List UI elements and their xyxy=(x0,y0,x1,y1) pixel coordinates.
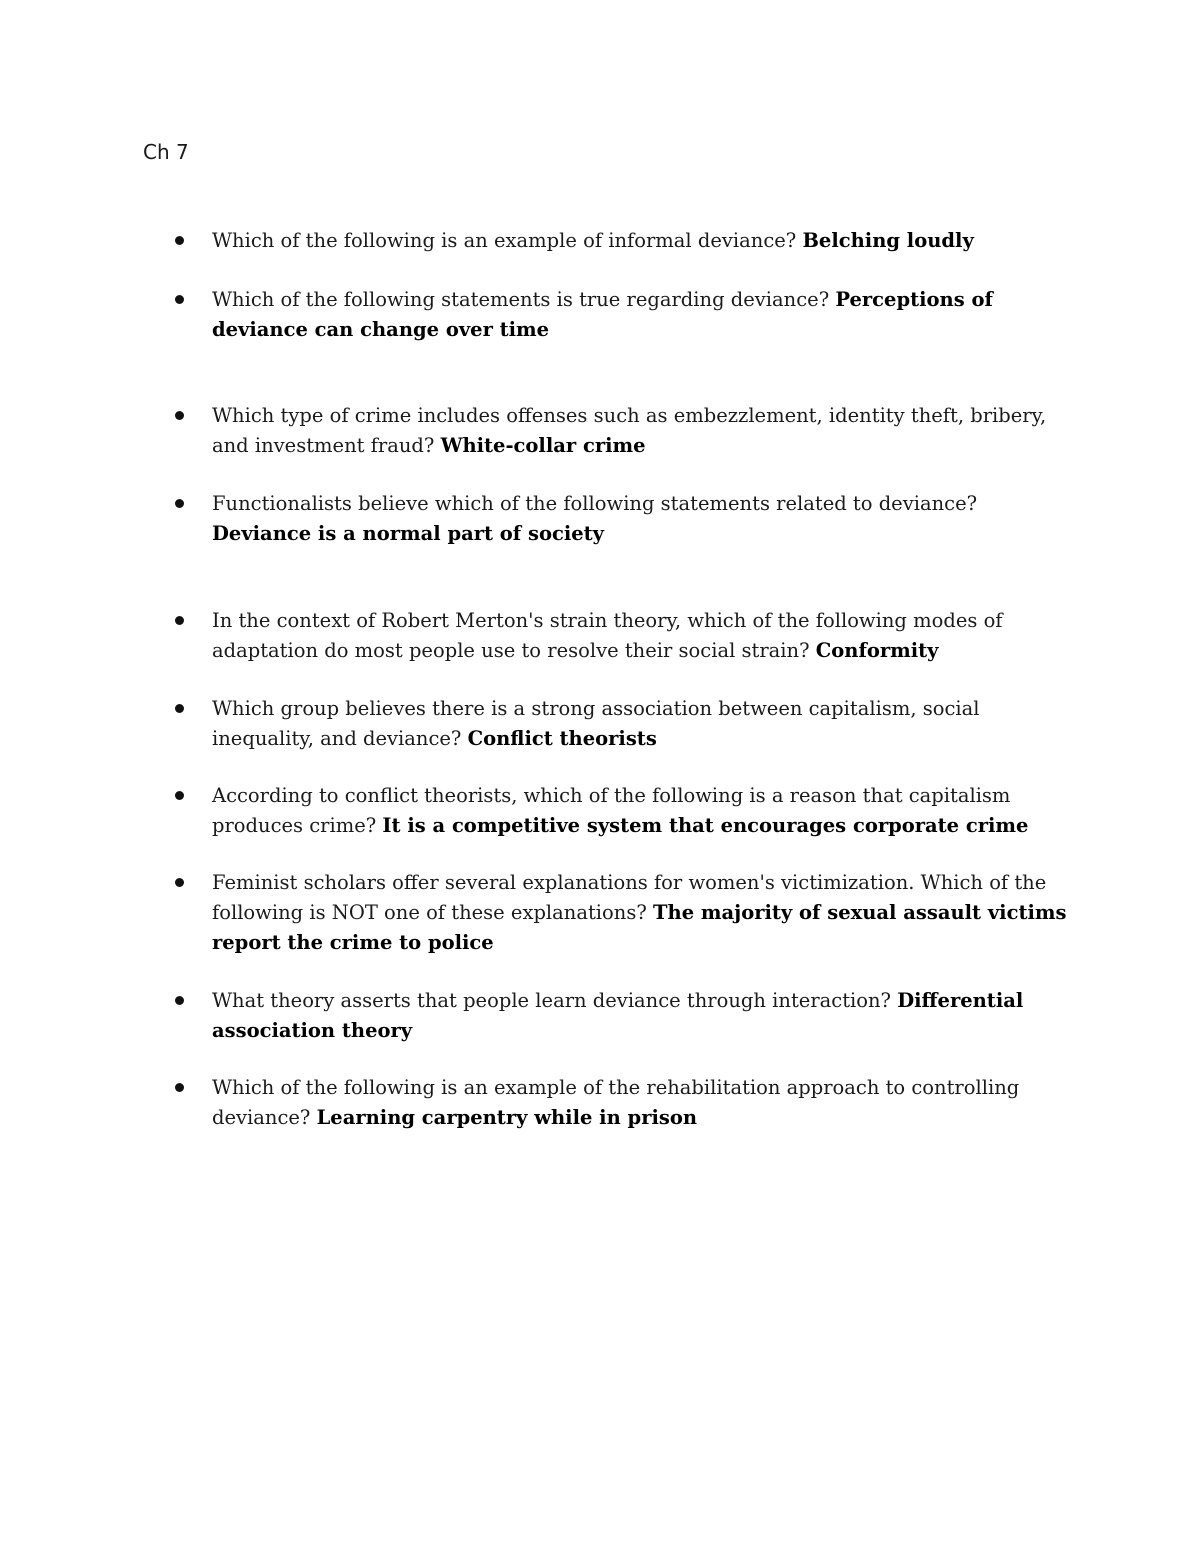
question-text: What theory asserts that people learn deviance through interaction? xyxy=(212,989,892,1012)
answer-text: Perceptions of deviance can change over time xyxy=(212,288,993,341)
bullet-icon xyxy=(175,295,184,304)
bullet-icon xyxy=(175,616,184,625)
question-text: According to conflict theorists, which of the following is a reason that capitalism produces crime? xyxy=(212,784,1011,837)
list-item xyxy=(212,226,1072,256)
list-item xyxy=(212,986,1072,1046)
bullet-icon xyxy=(175,1083,184,1092)
bullet-icon xyxy=(175,236,184,245)
bullet-icon xyxy=(175,704,184,713)
answer-text: Conflict theorists xyxy=(467,727,657,750)
question-text: Which of the following is an example of informal deviance? xyxy=(212,229,797,252)
answer-text: Differential association theory xyxy=(212,989,1024,1042)
answer-text: Deviance is a normal part of society xyxy=(212,522,604,545)
question-text: Which type of crime includes offenses such as embezzlement, identity theft, bribery, and investment fraud? xyxy=(212,404,1047,457)
answer-text: Learning carpentry while in prison xyxy=(316,1106,698,1129)
bullet-icon xyxy=(175,411,184,420)
list-item xyxy=(212,401,1072,461)
question-text: Which of the following is an example of the rehabilitation approach to controlling deviance? xyxy=(212,1076,1020,1129)
list-item xyxy=(212,694,1072,754)
question-text: Which of the following statements is true regarding deviance? xyxy=(212,288,830,311)
list-item xyxy=(212,868,1072,958)
list-item xyxy=(212,606,1072,666)
answer-text: It is a competitive system that encourages corporate crime xyxy=(382,814,1029,837)
question-text: Feminist scholars offer several explanations for women's victimization. Which of the following is NOT one of these explanations? xyxy=(212,871,1047,924)
list-item xyxy=(212,285,1072,345)
answer-text: White-collar crime xyxy=(440,434,646,457)
bullet-icon xyxy=(175,996,184,1005)
question-text: Functionalists believe which of the following statements related to deviance? xyxy=(212,492,978,515)
answer-text: Conformity xyxy=(815,639,939,662)
question-text: In the context of Robert Merton's strain theory, which of the following modes of adaptation do most people use to resolve their social strain? xyxy=(212,609,1003,662)
list-item xyxy=(212,1073,1072,1133)
list-item xyxy=(212,781,1072,841)
list-item xyxy=(212,489,1072,549)
bullet-icon xyxy=(175,499,184,508)
answer-text: The majority of sexual assault victims report the crime to police xyxy=(212,901,1067,954)
bullet-icon xyxy=(175,878,184,887)
bullet-icon xyxy=(175,791,184,800)
answer-text: Belching loudly xyxy=(802,229,974,252)
question-text: Which group believes there is a strong association between capitalism, social inequality, and deviance? xyxy=(212,697,980,750)
chapter-heading: Ch 7 xyxy=(143,140,189,164)
